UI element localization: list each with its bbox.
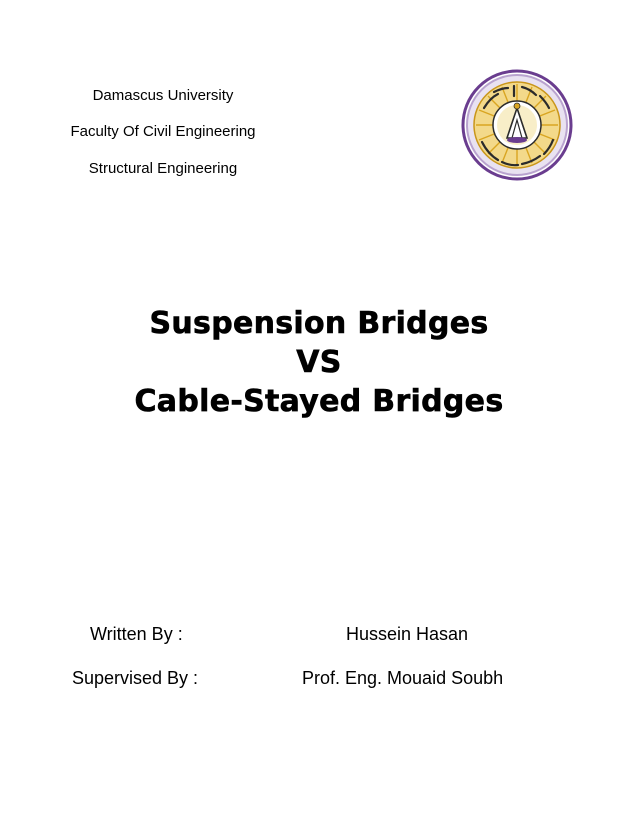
university-name: Damascus University [92, 87, 234, 104]
document-title [60, 304, 578, 421]
faculty-name: Faculty Of Civil Engineering [70, 123, 256, 140]
title-line-1: Suspension Bridges [149, 306, 489, 341]
written-by-label: Written By : [90, 624, 183, 644]
supervised-by-label: Supervised By : [72, 668, 199, 688]
title-line-3: Cable-Stayed Bridges [134, 384, 504, 419]
department-name: Structural Engineering [88, 160, 238, 177]
author-name: Hussein Hasan [346, 624, 469, 644]
title-line-2: VS [296, 345, 342, 380]
university-seal-icon [460, 68, 574, 182]
supervisor-name: Prof. Eng. Mouaid Soubh [302, 668, 504, 688]
